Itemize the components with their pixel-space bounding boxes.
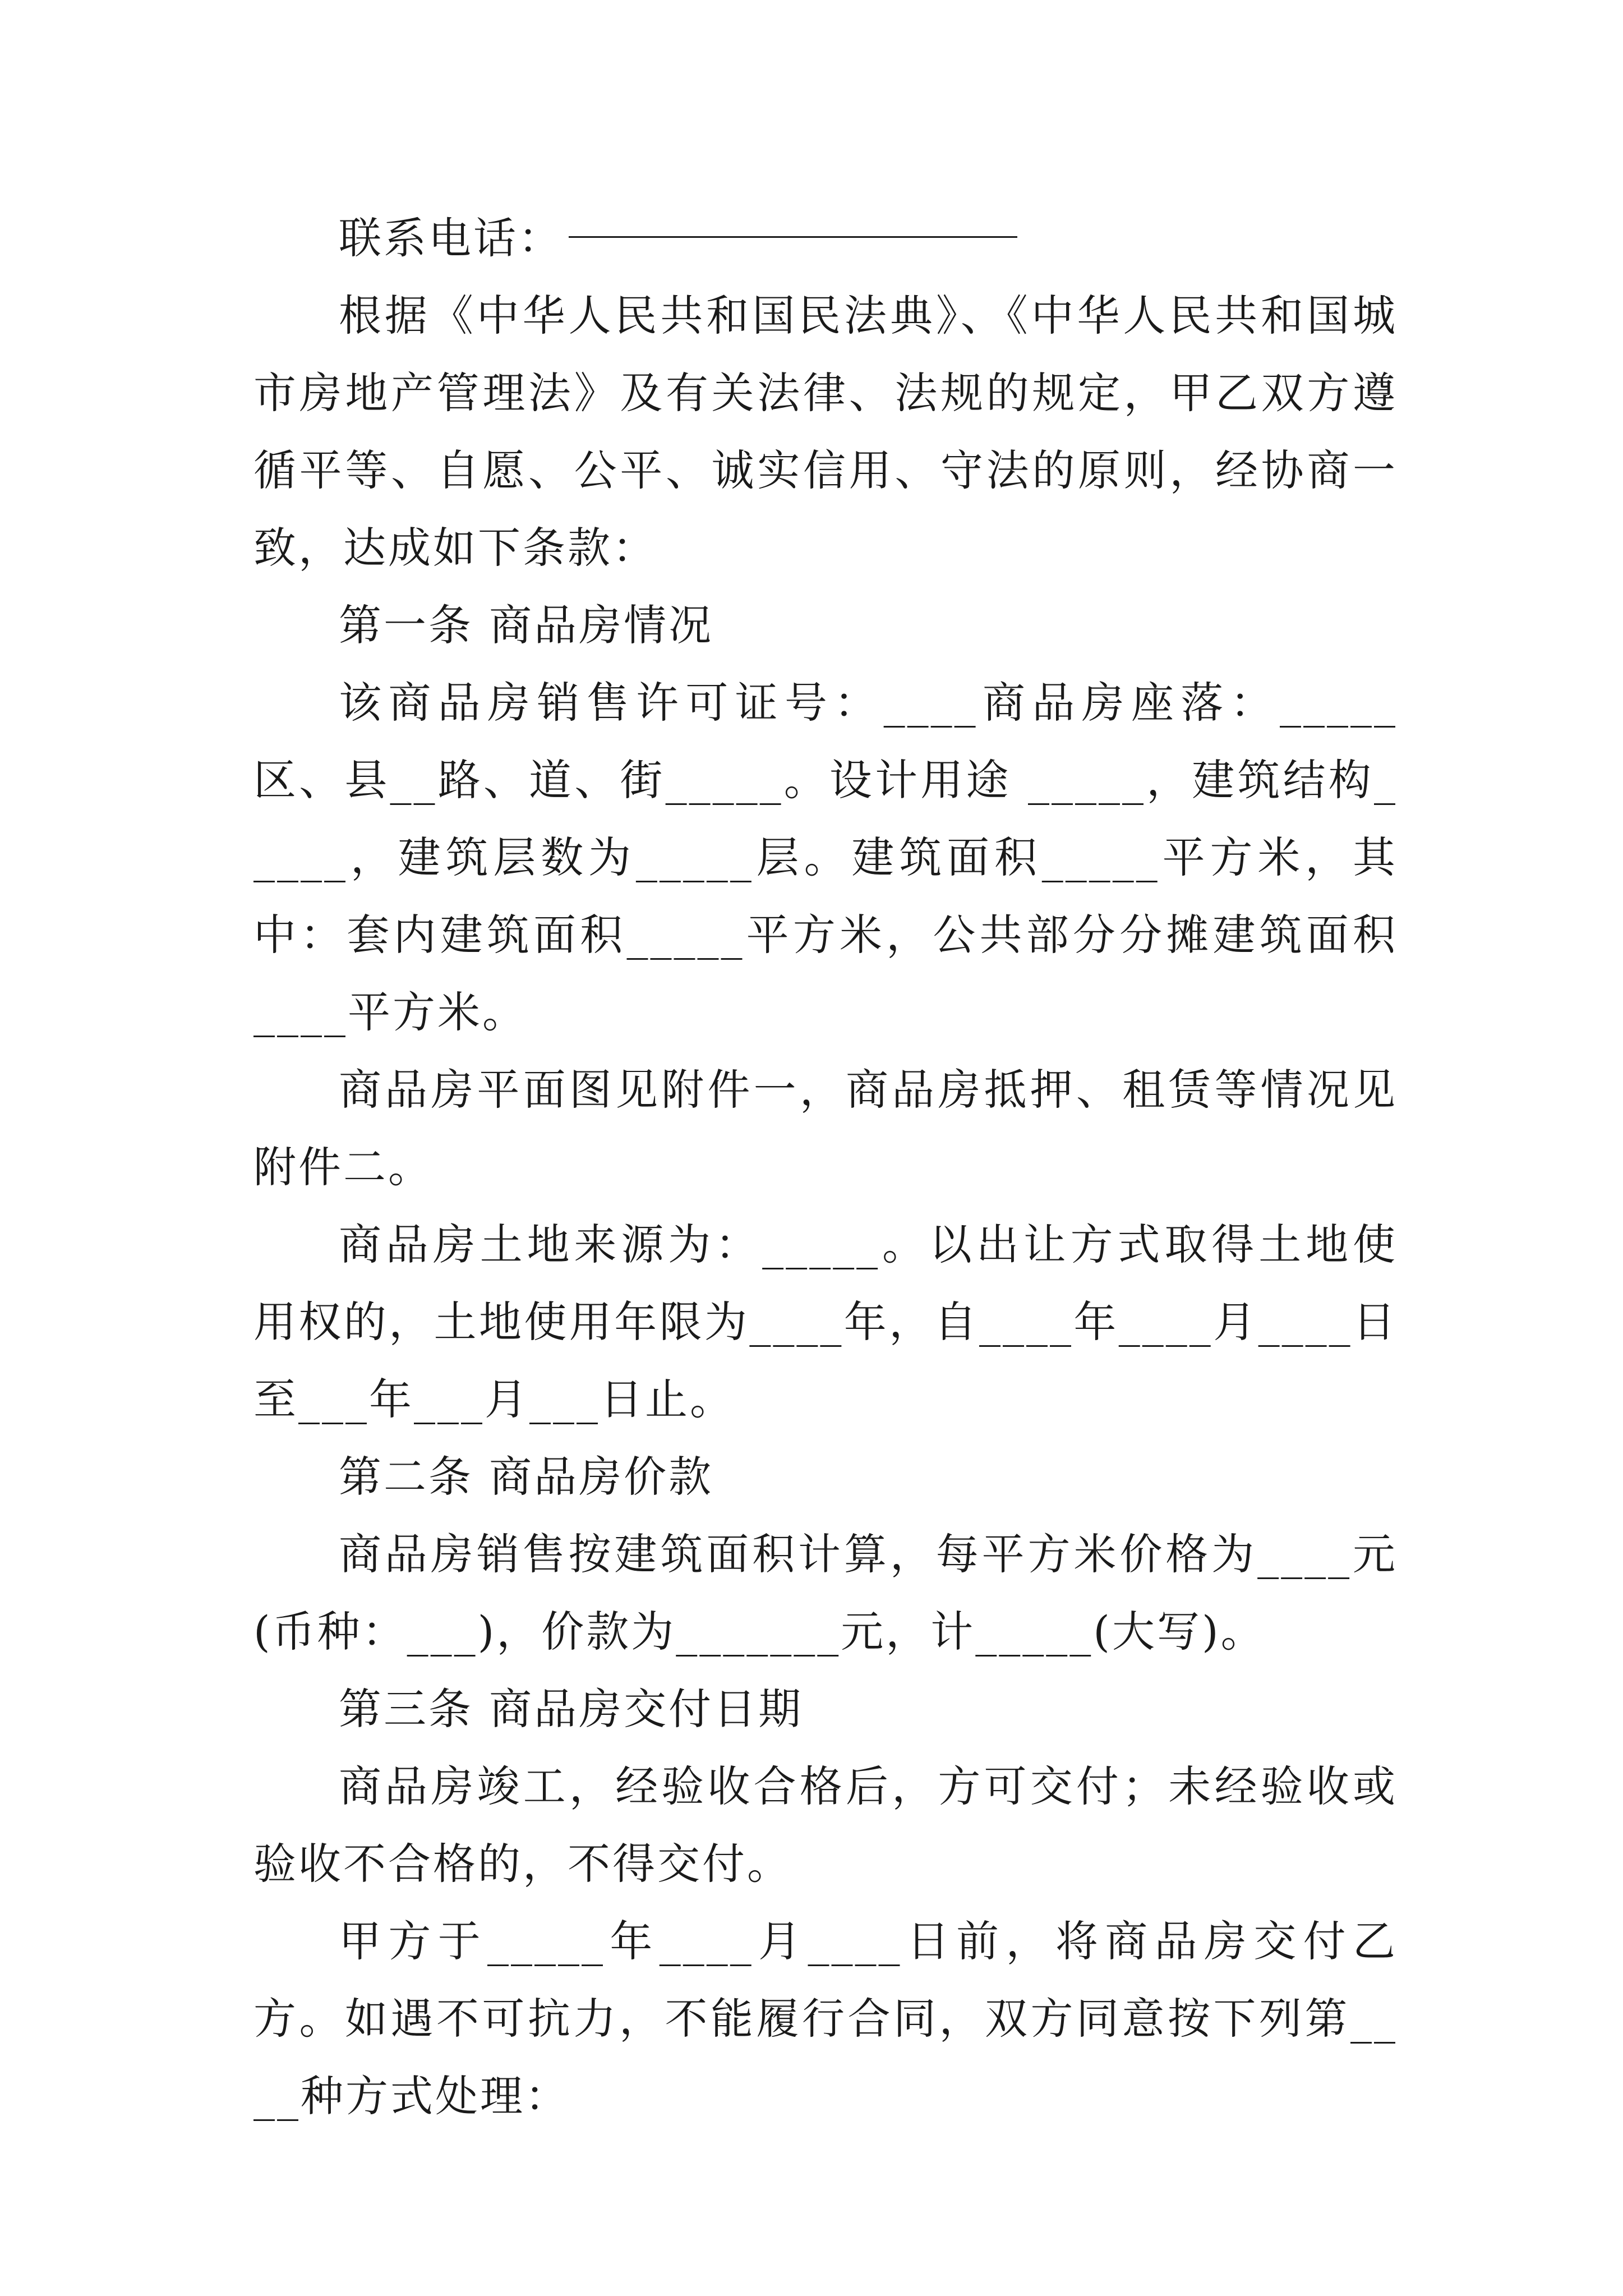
contract-body <box>253 200 1398 2135</box>
phone-blank <box>569 236 1017 238</box>
article-2-title: 第二条 商品房价款 <box>339 1452 714 1502</box>
intro-paragraph: 根据《中华人民共和国民法典》、《中华人民共和国城市房地产管理法》及有关法律、法规的规定，甲乙双方遵循平等、自愿、公平、诚实信用、守法的原则，经协商一致，达成如下条款： <box>253 291 1398 573</box>
article-1-property-details: 该商品房销售许可证号：____商品房座落：_____区、县__路、道、街_____。设计用途 _____，建筑结构_____，建筑层数为_____层。建筑面积_____平方米，其中：套内建筑面积_____平方米，公共部分分摊建筑面积 ____平方米。 <box>253 678 1398 1037</box>
article-1-title: 第一条 商品房情况 <box>339 600 714 650</box>
phone-line <box>253 200 1398 277</box>
article-2-price: 商品房销售按建筑面积计算，每平方米价格为____元(币种：___)，价款为_______元，计_____(大写)。 <box>253 1529 1398 1657</box>
article-3-acceptance: 商品房竣工，经验收合格后，方可交付；未经验收或验收不合格的，不得交付。 <box>253 1761 1398 1889</box>
phone-label: 联系电话： <box>339 213 563 263</box>
article-3-title: 第三条 商品房交付日期 <box>339 1684 804 1734</box>
article-1-land-source: 商品房土地来源为：_____。以出让方式取得土地使用权的，土地使用年限为____年，自____年____月____日至___年___月___日止。 <box>253 1220 1398 1424</box>
article-3-delivery-date: 甲方于_____年____月____日前，将商品房交付乙方。如遇不可抗力，不能履行合同，双方同意按下列第____种方式处理： <box>253 1916 1398 2121</box>
article-1-attachments: 商品房平面图见附件一，商品房抵押、租赁等情况见附件二。 <box>253 1065 1398 1192</box>
